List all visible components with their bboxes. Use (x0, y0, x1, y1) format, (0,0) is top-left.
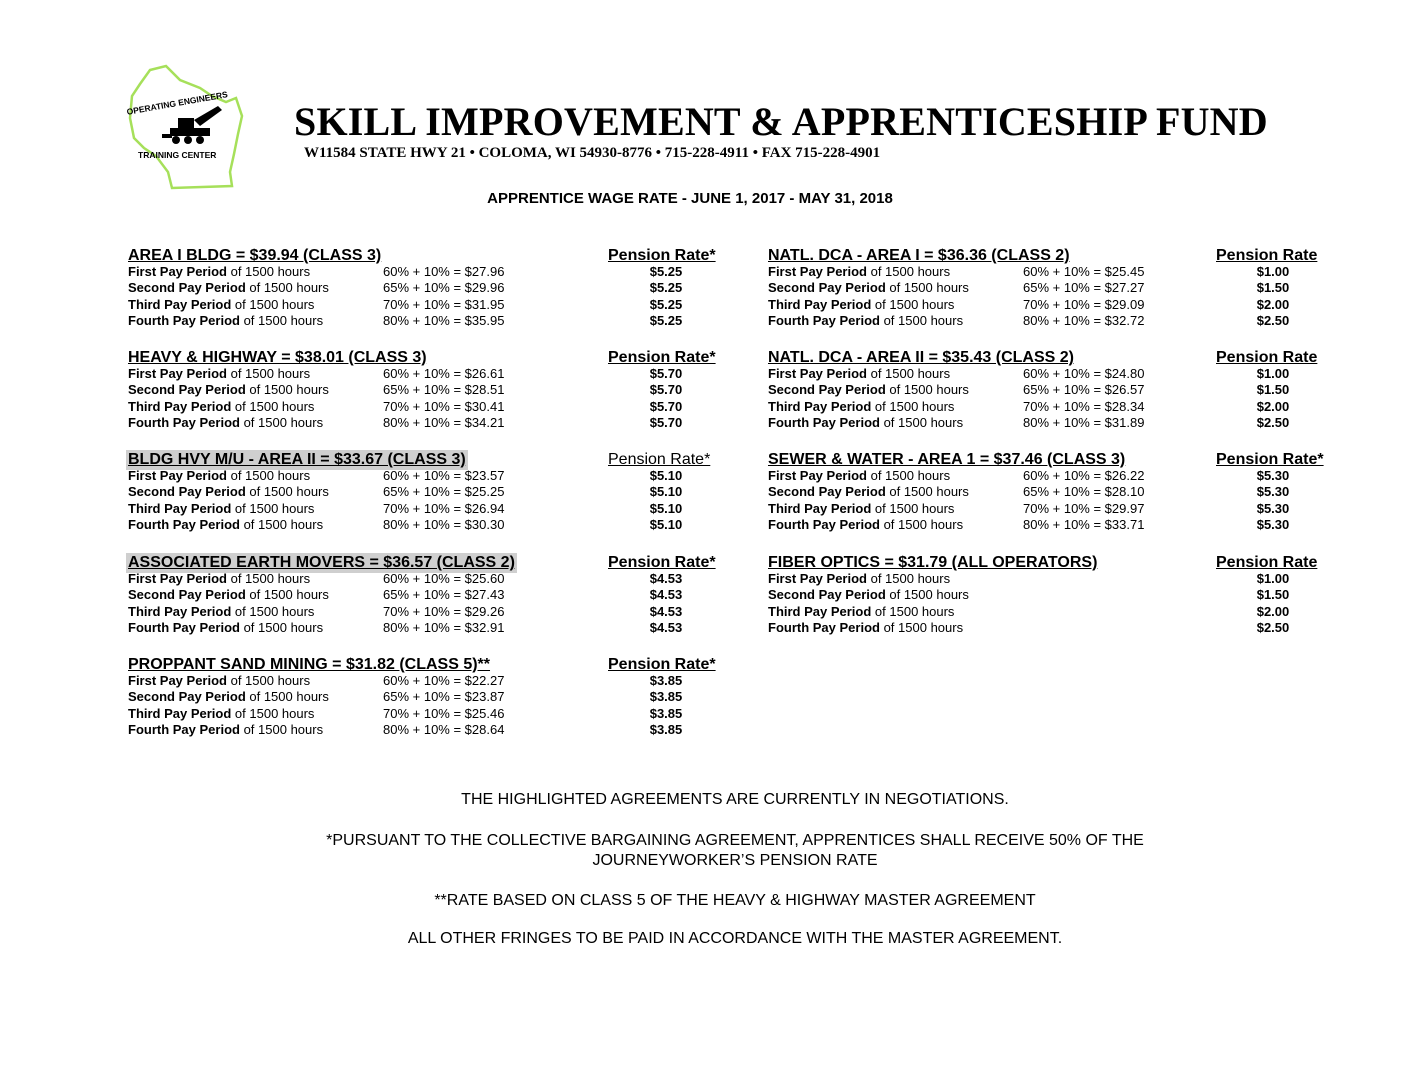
pension-value: $5.70 (649, 415, 683, 431)
period-label: First Pay Period (768, 468, 867, 483)
section-title-highlighted: ASSOCIATED EARTH MOVERS = $36.57 (CLASS 2) (128, 554, 515, 571)
period-label: Fourth Pay Period (768, 517, 880, 533)
pension-rate-header: Pension Rate (1216, 554, 1318, 571)
wage-section-natl-dca-area-ii (768, 348, 1378, 440)
period-hours: of 1500 hours (226, 673, 311, 688)
period-hours: of 1500 hours (866, 264, 951, 279)
period-hours: of 1500 hours (239, 620, 324, 636)
period-hours: of 1500 hours (871, 398, 955, 414)
wage-rate: 60% + 10% = $25.45 (1023, 264, 1145, 279)
wage-rate: 65% + 10% = $28.10 (1023, 484, 1145, 500)
period-hours: of 1500 hours (245, 587, 329, 603)
pension-rate-header: Pension Rate* (608, 554, 716, 571)
pension-value: $2.50 (1256, 620, 1290, 636)
period-hours: of 1500 hours (879, 415, 964, 431)
period-label: Third Pay Period (128, 705, 232, 721)
period-hours: of 1500 hours (885, 382, 969, 398)
pension-value: $1.00 (1256, 571, 1290, 586)
wage-section-heavy-highway (128, 348, 738, 440)
pension-value: $5.25 (649, 280, 683, 296)
period-label: Third Pay Period (128, 603, 232, 619)
period-label: Third Pay Period (768, 603, 872, 619)
period-hours: of 1500 hours (879, 620, 964, 636)
wage-section-fiber-optics (768, 553, 1378, 645)
wage-rate: 60% + 10% = $24.80 (1023, 366, 1145, 381)
period-label: First Pay Period (768, 571, 867, 586)
section-title: HEAVY & HIGHWAY = $38.01 (CLASS 3) (128, 349, 427, 366)
pension-value: $3.85 (649, 722, 683, 738)
section-title: PROPPANT SAND MINING = $31.82 (CLASS 5)** (128, 656, 491, 673)
period-label: Second Pay Period (128, 689, 246, 705)
period-label: Fourth Pay Period (128, 415, 240, 431)
section-title: FIBER OPTICS = $31.79 (ALL OPERATORS) (768, 554, 1098, 571)
period-label: First Pay Period (768, 264, 867, 279)
section-title-highlighted: BLDG HVY M/U - AREA II = $33.67 (CLASS 3) (128, 451, 466, 468)
period-label: Fourth Pay Period (768, 313, 880, 329)
wage-rate: 65% + 10% = $26.57 (1023, 382, 1145, 398)
pension-value: $5.70 (649, 398, 683, 414)
wage-rate: 60% + 10% = $25.60 (383, 571, 505, 586)
note-class-5: **RATE BASED ON CLASS 5 OF THE HEAVY & HIGHWAY MASTER AGREEMENT (434, 892, 1036, 909)
period-label: Second Pay Period (768, 280, 886, 296)
pension-value: $5.30 (1256, 484, 1290, 500)
section-title: NATL. DCA - AREA II = $35.43 (CLASS 2) (768, 349, 1074, 366)
note-pension-line-1: *PURSUANT TO THE COLLECTIVE BARGAINING AGREEMENT, APPRENTICES SHALL RECEIVE 50% OF THE (326, 832, 1144, 849)
period-hours: of 1500 hours (226, 366, 311, 381)
wage-rate: 70% + 10% = $26.94 (383, 500, 505, 516)
wage-rate: 80% + 10% = $32.72 (1023, 313, 1145, 329)
pension-value: $1.50 (1256, 382, 1290, 398)
period-hours: of 1500 hours (879, 313, 964, 329)
period-hours: of 1500 hours (245, 484, 329, 500)
pension-value: $2.50 (1256, 415, 1290, 431)
period-label: Second Pay Period (768, 587, 886, 603)
logo-top-text: OPERATING ENGINEERS (125, 89, 229, 117)
wage-rate: 80% + 10% = $31.89 (1023, 415, 1145, 431)
section-title: NATL. DCA - AREA I = $36.36 (CLASS 2) (768, 247, 1070, 264)
wage-rate: 65% + 10% = $28.51 (383, 382, 505, 398)
period-hours: of 1500 hours (239, 415, 324, 431)
period-hours: of 1500 hours (885, 484, 969, 500)
wage-rate: 70% + 10% = $25.46 (383, 705, 505, 721)
period-hours: of 1500 hours (226, 571, 311, 586)
pension-value: $1.00 (1256, 264, 1290, 279)
period-hours: of 1500 hours (871, 296, 955, 312)
wage-rate: 65% + 10% = $25.25 (383, 484, 505, 500)
period-label: Fourth Pay Period (128, 722, 240, 738)
period-label: First Pay Period (128, 468, 227, 483)
pension-value: $1.00 (1256, 366, 1290, 381)
wage-rate: 70% + 10% = $28.34 (1023, 398, 1145, 414)
wage-rate: 60% + 10% = $22.27 (383, 673, 505, 688)
period-hours: of 1500 hours (245, 382, 329, 398)
pension-rate-header: Pension Rate (1216, 247, 1318, 264)
period-hours: of 1500 hours (239, 313, 324, 329)
wage-section-sewer-water (768, 450, 1378, 542)
page-title: SKILL IMPROVEMENT & APPRENTICESHIP FUND (294, 99, 1268, 144)
period-label: Fourth Pay Period (128, 313, 240, 329)
wage-rate: 80% + 10% = $30.30 (383, 517, 505, 533)
pension-value: $5.25 (649, 296, 683, 312)
period-label: Second Pay Period (128, 587, 246, 603)
period-label: Third Pay Period (768, 398, 872, 414)
period-label: Third Pay Period (768, 296, 872, 312)
wage-rate: 65% + 10% = $27.27 (1023, 280, 1145, 296)
period-hours: of 1500 hours (245, 280, 329, 296)
pension-value: $5.30 (1256, 500, 1290, 516)
note-other-fringes: ALL OTHER FRINGES TO BE PAID IN ACCORDANCE WITH THE MASTER AGREEMENT. (407, 930, 1063, 947)
wage-rate: 70% + 10% = $29.26 (383, 603, 505, 619)
pension-value: $5.25 (649, 264, 683, 279)
period-label: Second Pay Period (768, 382, 886, 398)
wage-rate: 65% + 10% = $23.87 (383, 689, 505, 705)
pension-rate-header: Pension Rate (1216, 349, 1318, 366)
pension-value: $5.70 (649, 382, 683, 398)
pension-rate-header: Pension Rate* (608, 656, 716, 673)
period-hours: of 1500 hours (885, 587, 969, 603)
wage-section-natl-dca-area-i (768, 246, 1378, 338)
logo-bottom-text: TRAINING CENTER (138, 150, 217, 160)
period-label: Second Pay Period (128, 280, 246, 296)
period-label: Third Pay Period (128, 296, 232, 312)
pension-value: $5.10 (649, 484, 683, 500)
period-hours: of 1500 hours (866, 571, 951, 586)
period-hours: of 1500 hours (231, 398, 315, 414)
pension-value: $1.50 (1256, 587, 1290, 603)
pension-value: $5.10 (649, 500, 683, 516)
wage-rate: 60% + 10% = $27.96 (383, 264, 505, 279)
pension-rate-header: Pension Rate* (608, 349, 716, 366)
period-label: Third Pay Period (768, 500, 872, 516)
period-hours: of 1500 hours (879, 517, 964, 533)
period-label: First Pay Period (128, 366, 227, 381)
wage-rate: 80% + 10% = $28.64 (383, 722, 505, 738)
period-label: Fourth Pay Period (768, 620, 880, 636)
wage-rate: 60% + 10% = $26.61 (383, 366, 505, 381)
pension-rate-header: Pension Rate* (1216, 451, 1324, 468)
period-label: Fourth Pay Period (128, 517, 240, 533)
period-hours: of 1500 hours (871, 603, 955, 619)
period-hours: of 1500 hours (871, 500, 955, 516)
wage-rate: 65% + 10% = $27.43 (383, 587, 505, 603)
period-hours: of 1500 hours (239, 722, 324, 738)
period-hours: of 1500 hours (885, 280, 969, 296)
period-label: Fourth Pay Period (768, 415, 880, 431)
pension-rate-header: Pension Rate* (608, 451, 711, 468)
period-label: Fourth Pay Period (128, 620, 240, 636)
wage-rate: 80% + 10% = $32.91 (383, 620, 505, 636)
wage-section-area-i-bldg (128, 246, 738, 338)
wage-rate: 70% + 10% = $29.97 (1023, 500, 1145, 516)
pension-value: $2.00 (1256, 398, 1290, 414)
period-hours: of 1500 hours (245, 689, 329, 705)
period-hours: of 1500 hours (226, 468, 311, 483)
wage-section-associated-earth-movers (128, 553, 738, 645)
period-label: First Pay Period (768, 366, 867, 381)
pension-value: $3.85 (649, 705, 683, 721)
wage-rate: 60% + 10% = $26.22 (1023, 468, 1145, 483)
wage-rate: 80% + 10% = $33.71 (1023, 517, 1145, 533)
wage-rate: 70% + 10% = $30.41 (383, 398, 505, 414)
period-hours: of 1500 hours (226, 264, 311, 279)
pension-value: $1.50 (1256, 280, 1290, 296)
period-label: Third Pay Period (128, 398, 232, 414)
pension-value: $5.25 (649, 313, 683, 329)
pension-value: $5.10 (649, 517, 683, 533)
pension-value: $5.10 (649, 468, 683, 483)
pension-value: $3.85 (649, 689, 683, 705)
wage-rate: 65% + 10% = $29.96 (383, 280, 505, 296)
wage-section-bldg-hvy-mu (128, 450, 738, 542)
period-label: Second Pay Period (128, 484, 246, 500)
document-subtitle: APPRENTICE WAGE RATE - JUNE 1, 2017 - MAY 31, 2018 (487, 190, 893, 207)
wage-rate: 70% + 10% = $29.09 (1023, 296, 1145, 312)
period-hours: of 1500 hours (866, 366, 951, 381)
pension-value: $4.53 (649, 571, 683, 586)
period-label: Third Pay Period (128, 500, 232, 516)
period-hours: of 1500 hours (231, 603, 315, 619)
pension-value: $2.00 (1256, 296, 1290, 312)
wage-rate: 80% + 10% = $34.21 (383, 415, 505, 431)
note-pension-line-2: JOURNEYWORKER’S PENSION RATE (592, 852, 878, 869)
section-title: AREA I BLDG = $39.94 (CLASS 3) (128, 247, 382, 264)
period-label: First Pay Period (128, 571, 227, 586)
pension-value: $4.53 (649, 603, 683, 619)
period-hours: of 1500 hours (866, 468, 951, 483)
pension-value: $4.53 (649, 587, 683, 603)
wage-rate: 80% + 10% = $35.95 (383, 313, 505, 329)
period-hours: of 1500 hours (231, 705, 315, 721)
pension-rate-header: Pension Rate* (608, 247, 716, 264)
period-label: Second Pay Period (768, 484, 886, 500)
pension-value: $5.30 (1256, 468, 1290, 483)
pension-value: $4.53 (649, 620, 683, 636)
section-title: SEWER & WATER - AREA 1 = $37.46 (CLASS 3) (768, 451, 1126, 468)
note-highlighted-agreements: THE HIGHLIGHTED AGREEMENTS ARE CURRENTLY IN NEGOTIATIONS. (461, 791, 1009, 808)
wage-section-proppant-sand-mining (128, 655, 738, 747)
pension-value: $2.50 (1256, 313, 1290, 329)
wisconsin-map-icon (122, 62, 258, 194)
wage-rate: 70% + 10% = $31.95 (383, 296, 505, 312)
pension-value: $2.00 (1256, 603, 1290, 619)
address-line: W11584 STATE HWY 21 • COLOMA, WI 54930-8776 • 715-228-4911 • FAX 715-228-4901 (304, 145, 881, 161)
period-label: Second Pay Period (128, 382, 246, 398)
period-label: First Pay Period (128, 673, 227, 688)
period-label: First Pay Period (128, 264, 227, 279)
training-center-logo (122, 62, 258, 194)
pension-value: $3.85 (649, 673, 683, 688)
wage-rate: 60% + 10% = $23.57 (383, 468, 505, 483)
period-hours: of 1500 hours (231, 500, 315, 516)
period-hours: of 1500 hours (239, 517, 324, 533)
pension-value: $5.30 (1256, 517, 1290, 533)
period-hours: of 1500 hours (231, 296, 315, 312)
pension-value: $5.70 (649, 366, 683, 381)
